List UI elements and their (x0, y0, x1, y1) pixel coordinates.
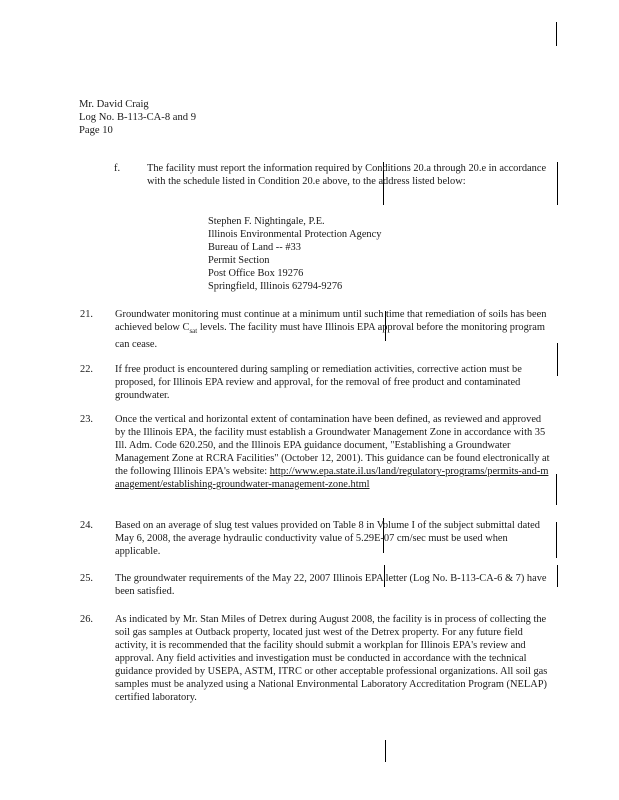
revision-bar (385, 740, 386, 762)
recipient-name: Mr. David Craig (79, 99, 149, 110)
item-22-number: 22. (80, 364, 93, 375)
revision-bar (557, 343, 558, 376)
revision-bar (556, 522, 557, 558)
item-23-number: 23. (80, 414, 93, 425)
page-number: Page 10 (79, 125, 113, 136)
guidance-link[interactable]: http://www.epa.state.il.us/land/regulatory-programs/permits-and-management/establishing-groundwater-management-zone.html (115, 466, 549, 490)
revision-bar (556, 474, 557, 505)
revision-bar (557, 565, 558, 587)
item-24-number: 24. (80, 520, 93, 531)
revision-bar (557, 162, 558, 205)
item-21-text (115, 308, 551, 351)
item-21-text-end: levels. The facility must have Illinois EPA approval before the monitoring program can cease. (115, 322, 545, 351)
address-line: Bureau of Land -- #33 (208, 242, 301, 253)
item-26-text: As indicated by Mr. Stan Miles of Detrex during August 2008, the facility is in process of collecting the soil gas samples at Outback property, located just west of the Detrex property. For any future field activity, it is recommended that the facility should submit a workplan for Illinois EPA's review and approval. Any field activities and investigation must be conducted in accordance with the technical guidance provided by USEPA, ASTM, ITRC or other acceptable professional organizations. All soil gas samples must be analyzed using a National Environmental Laboratory Accreditation Program (NELAP) certified laboratory. (115, 614, 548, 703)
item-f-text: The facility must report the information required by Conditions 20.a through 20.e in accordance with the schedule listed in Condition 20.e above, to the address listed below: (147, 163, 547, 187)
item-22-text: If free product is encountered during sampling or remediation activities, corrective action must be proposed, for Illinois EPA review and approval, for the removal of free product and contaminated groundwater. (115, 364, 522, 401)
item-21-subscript: sat (189, 327, 198, 336)
item-21-text-start: Groundwater monitoring must continue at a minimum until such time that remediation of soils has been achieved below C (115, 309, 547, 333)
item-23-body: Once the vertical and horizontal extent of contamination have been defined, as reviewed and approved by the Illinois EPA, the facility must establish a Groundwater Management Zone in accordance with 35 Ill. Adm. Code 620.250, and the Illinois EPA guidance document, "Establishing a Groundwater Management Zone at RCRA Facilities" (October 12, 2001). This guidance can be found electronically at the following Illinois EPA's website: (115, 414, 550, 477)
item-25-text: The groundwater requirements of the May 22, 2007 Illinois EPA letter (Log No. B-113-CA-6 & 7) have been satisfied. (115, 573, 547, 597)
item-26-number: 26. (80, 614, 93, 625)
log-number: Log No. B-113-CA-8 and 9 (79, 112, 197, 123)
address-line: Springfield, Illinois 62794-9276 (208, 281, 343, 292)
item-21-number: 21. (80, 309, 93, 320)
item-24-text: Based on an average of slug test values provided on Table 8 in Volume I of the subject submittal dated May 6, 2008, the average hydraulic conductivity value of 5.29E-07 cm/sec must be used when applicable. (115, 520, 540, 557)
item-f-label: f. (114, 163, 121, 174)
address-line: Stephen F. Nightingale, P.E. (208, 216, 325, 227)
address-line: Post Office Box 19276 (208, 268, 304, 279)
address-line: Illinois Environmental Protection Agency (208, 229, 382, 240)
address-line: Permit Section (208, 255, 270, 266)
item-23-text (115, 413, 551, 491)
item-25-number: 25. (80, 573, 93, 584)
revision-bar (556, 22, 557, 46)
